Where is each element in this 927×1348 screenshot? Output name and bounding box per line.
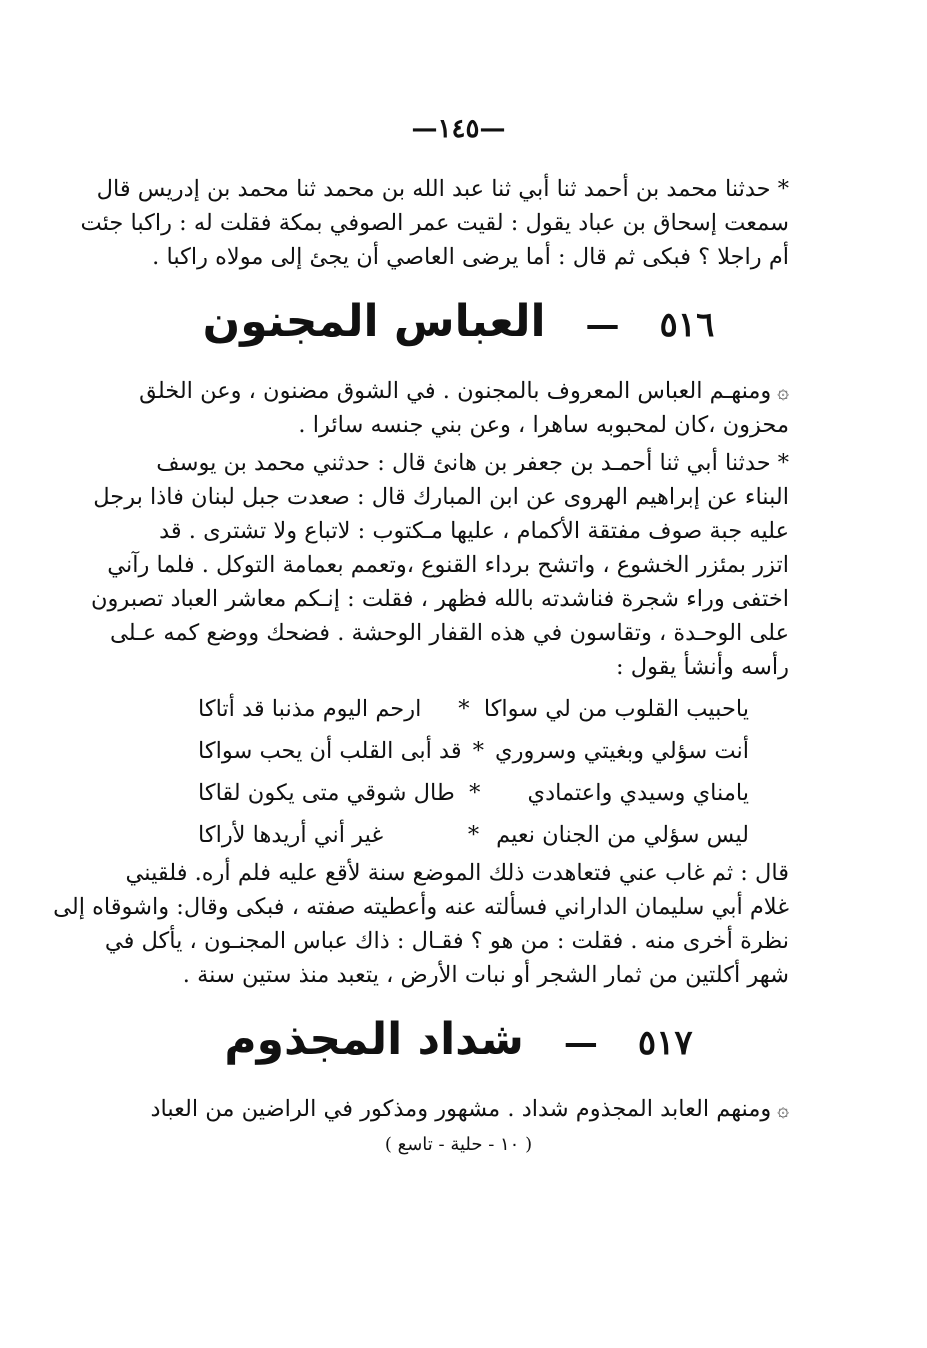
text-line: نظرة أخرى منه . فقلت : من هو ؟ فقـال : ذاك عباس المجنـون ، يأكل في (104, 928, 789, 954)
heading-dash: — (585, 305, 620, 345)
text-line (128, 374, 789, 408)
section-heading-517 (128, 1014, 789, 1074)
page-number: —١٤٥— (411, 114, 506, 144)
section-516-after-verses (53, 856, 789, 992)
section-517-intro (128, 1092, 789, 1126)
verse-separator: * (467, 822, 480, 848)
text-line: محزون ،كان لمحبوبه ساهرا ، وعن بني جنسه سائرا . (298, 412, 789, 438)
section-number: ٥١٦ (659, 305, 715, 345)
section-516-intro (128, 374, 789, 442)
poem (128, 688, 789, 856)
verse-separator: * (472, 738, 484, 764)
text-line: اختفى وراء شجرة فناشدته بالله فظهر ، فقلت : إنـكم معاشر العباد تصبرون (91, 586, 789, 612)
verse (128, 688, 789, 730)
text-line: قال : ثم غاب عني فتعاهدت ذلك الموضع سنة لأقع عليه فلم أره. فلقيني (125, 860, 789, 886)
section-number: ٥١٧ (637, 1023, 693, 1063)
text-line: * حدثنا محمد بن أحمد ثنا أبي ثنا عبد الله بن محمد ثنا محمد بن إدريس قال (96, 176, 789, 202)
signature-mark: ( ١٠ - حلية - تاسع ) (384, 1134, 533, 1155)
verse-second-hemistich: ارحم اليوم مذنبا قد أتاكا (198, 696, 422, 722)
section-title: شداد المجذوم (224, 1014, 524, 1065)
section-marker-icon: ۞ (777, 379, 789, 403)
section-title: العباس المجنون (202, 296, 546, 347)
text-line-content: ومنهم العابد المجذوم شداد . مشهور ومذكور في الراضين من العباد (150, 1096, 772, 1122)
text-line: اتزر بمئزر الخشوع ، واتشح برداء القنوع ،وتعمم بعمامة التوكل . فلما رآني (107, 552, 789, 578)
text-line (128, 1092, 789, 1126)
text-line: * حدثنا أبي ثنا أحمـد بن جعفر بن هانئ قال : حدثني محمد بن يوسف (156, 450, 789, 476)
verse (128, 772, 789, 814)
text-line: شهر أكلتين من ثمار الشجر أو نبات الأرض ، يتعبد منذ ستين سنة . (182, 962, 789, 988)
heading-dash: — (563, 1023, 598, 1063)
verse-second-hemistich: غير أني أريدها لأراكا (198, 822, 384, 848)
text-line: سمعت إسحاق بن عباد يقول : لقيت عمر الصوفي بمكة فقلت له : راكبا جئت (80, 210, 789, 236)
verse-first-hemistich: أنت سؤلي وبغيتي وسروري (495, 738, 749, 764)
verse-second-hemistich: قد أبى القلب أن يحب سواكا (198, 738, 462, 764)
verse-separator: * (458, 696, 470, 722)
text-line: غلام أبي سليمان الداراني فسألته عنه وأعطيته صفته ، فبكى وقال: واشوقاه إلى (53, 894, 789, 920)
section-516-narration (91, 446, 789, 684)
verse (128, 814, 789, 856)
section-marker-icon: ۞ (777, 1097, 789, 1121)
verse-second-hemistich: طال شوقي متى يكون لقاكا (198, 780, 455, 806)
intro-paragraph (80, 172, 789, 274)
section-heading-516 (128, 296, 789, 356)
text-line: البناء عن إبراهيم الهروى عن ابن المبارك قال : صعدت جبل لبنان فاذا برجل (93, 484, 789, 510)
text-line-content: ومنهـم العباس المعروف بالمجنون . في الشوق مضنون ، وعن الخلق (139, 378, 772, 404)
verse-first-hemistich: يامناي وسيدي واعتمادي (527, 780, 749, 806)
verse (128, 730, 789, 772)
text-line: رأسه وأنشأ يقول : (616, 654, 789, 680)
text-line: على الوحـدة ، وتقاسون في هذه القفار الوحشة . فضحك ووضع كمه عـلى (110, 620, 789, 646)
text-line: أم راجلا ؟ فبكى ثم قال : أما يرضى العاصي أن يجئ إلى مولاه راكبا . (152, 244, 789, 270)
verse-first-hemistich: ليس سؤلي من الجنان نعيم (496, 822, 749, 848)
verse-separator: * (469, 780, 481, 806)
text-line: عليه جبة صوف مفتقة الأكمام ، عليها مـكتوب : لاتباع ولا تشترى . قد (159, 518, 789, 544)
verse-first-hemistich: ياحبيب القلوب من لي سواكا (483, 696, 749, 722)
